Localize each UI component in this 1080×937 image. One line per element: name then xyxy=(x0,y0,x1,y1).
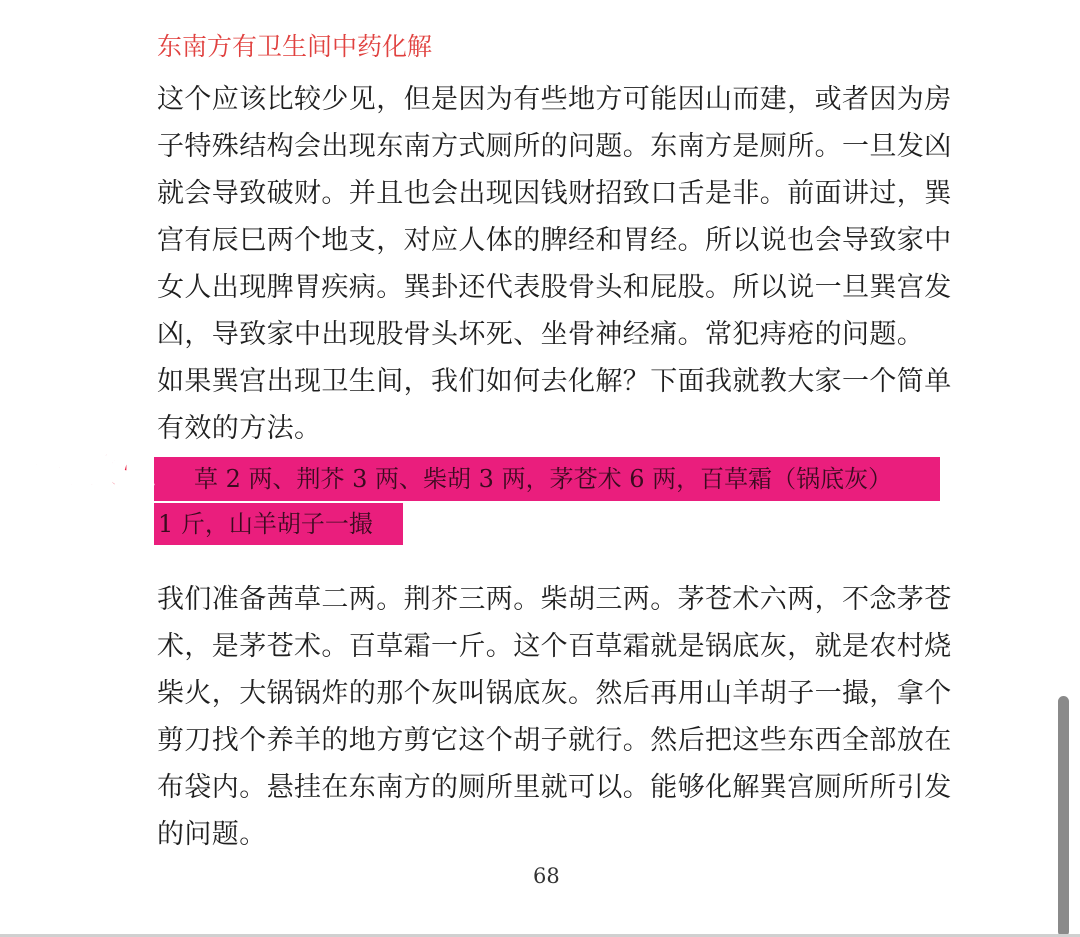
paragraph2-line: 布袋内。悬挂在东南方的厕所里就可以。能够化解巽宫厕所所引发 xyxy=(157,772,952,803)
paragraph1-line: 女人出现脾胃疾病。巽卦还代表股骨头和屁股。所以说一旦巽宫发 xyxy=(157,272,952,303)
paragraph2-line: 我们准备茜草二两。荆芥三两。柴胡三两。茅苍术六两，不念茅苍 xyxy=(157,584,952,615)
section-heading: 东南方有卫生间中药化解 xyxy=(157,32,433,61)
highlighted-recipe-line: 草 2 两、荆芥 3 两、柴胡 3 两，茅苍术 6 两，百草霜（锅底灰） xyxy=(154,457,940,501)
paragraph1-line: 这个应该比较少见，但是因为有些地方可能因山而建，或者因为房 xyxy=(157,84,952,115)
paragraph1-line: 就会导致破财。并且也会出现因钱财招致口舌是非。前面讲过，巽 xyxy=(157,178,952,209)
paragraph2-line: 剪刀找个养羊的地方剪它这个胡子就行。然后把这些东西全部放在 xyxy=(157,725,952,756)
highlighted-recipe-line: 1 斤，山羊胡子一撮 xyxy=(154,503,403,545)
paragraph1-line: 如果巽宫出现卫生间，我们如何去化解？下面我就教大家一个简单 xyxy=(157,366,952,397)
paragraph1-line: 宫有辰巳两个地支，对应人体的脾经和胃经。所以说也会导致家中 xyxy=(157,225,952,256)
paragraph2-line: 的问题。 xyxy=(157,819,267,850)
page-number: 68 xyxy=(533,864,560,888)
paragraph1-line: 凶，导致家中出现股骨头坏死、坐骨神经痛。常犯痔疮的问题。 xyxy=(157,319,925,350)
paragraph2-line: 柴火，大锅锅炸的那个灰叫锅底灰。然后再用山羊胡子一撮，拿个 xyxy=(157,678,952,709)
watermark-logo: 九易教程 xyxy=(10,451,155,492)
paragraph1-line: 子特殊结构会出现东南方式厕所的问题。东南方是厕所。一旦发凶 xyxy=(157,131,952,162)
scrollbar-thumb[interactable] xyxy=(1058,696,1069,937)
paragraph1-line: 有效的方法。 xyxy=(157,413,322,444)
paragraph2-line: 术，是茅苍术。百草霜一斤。这个百草霜就是锅底灰，就是农村烧 xyxy=(157,631,952,662)
